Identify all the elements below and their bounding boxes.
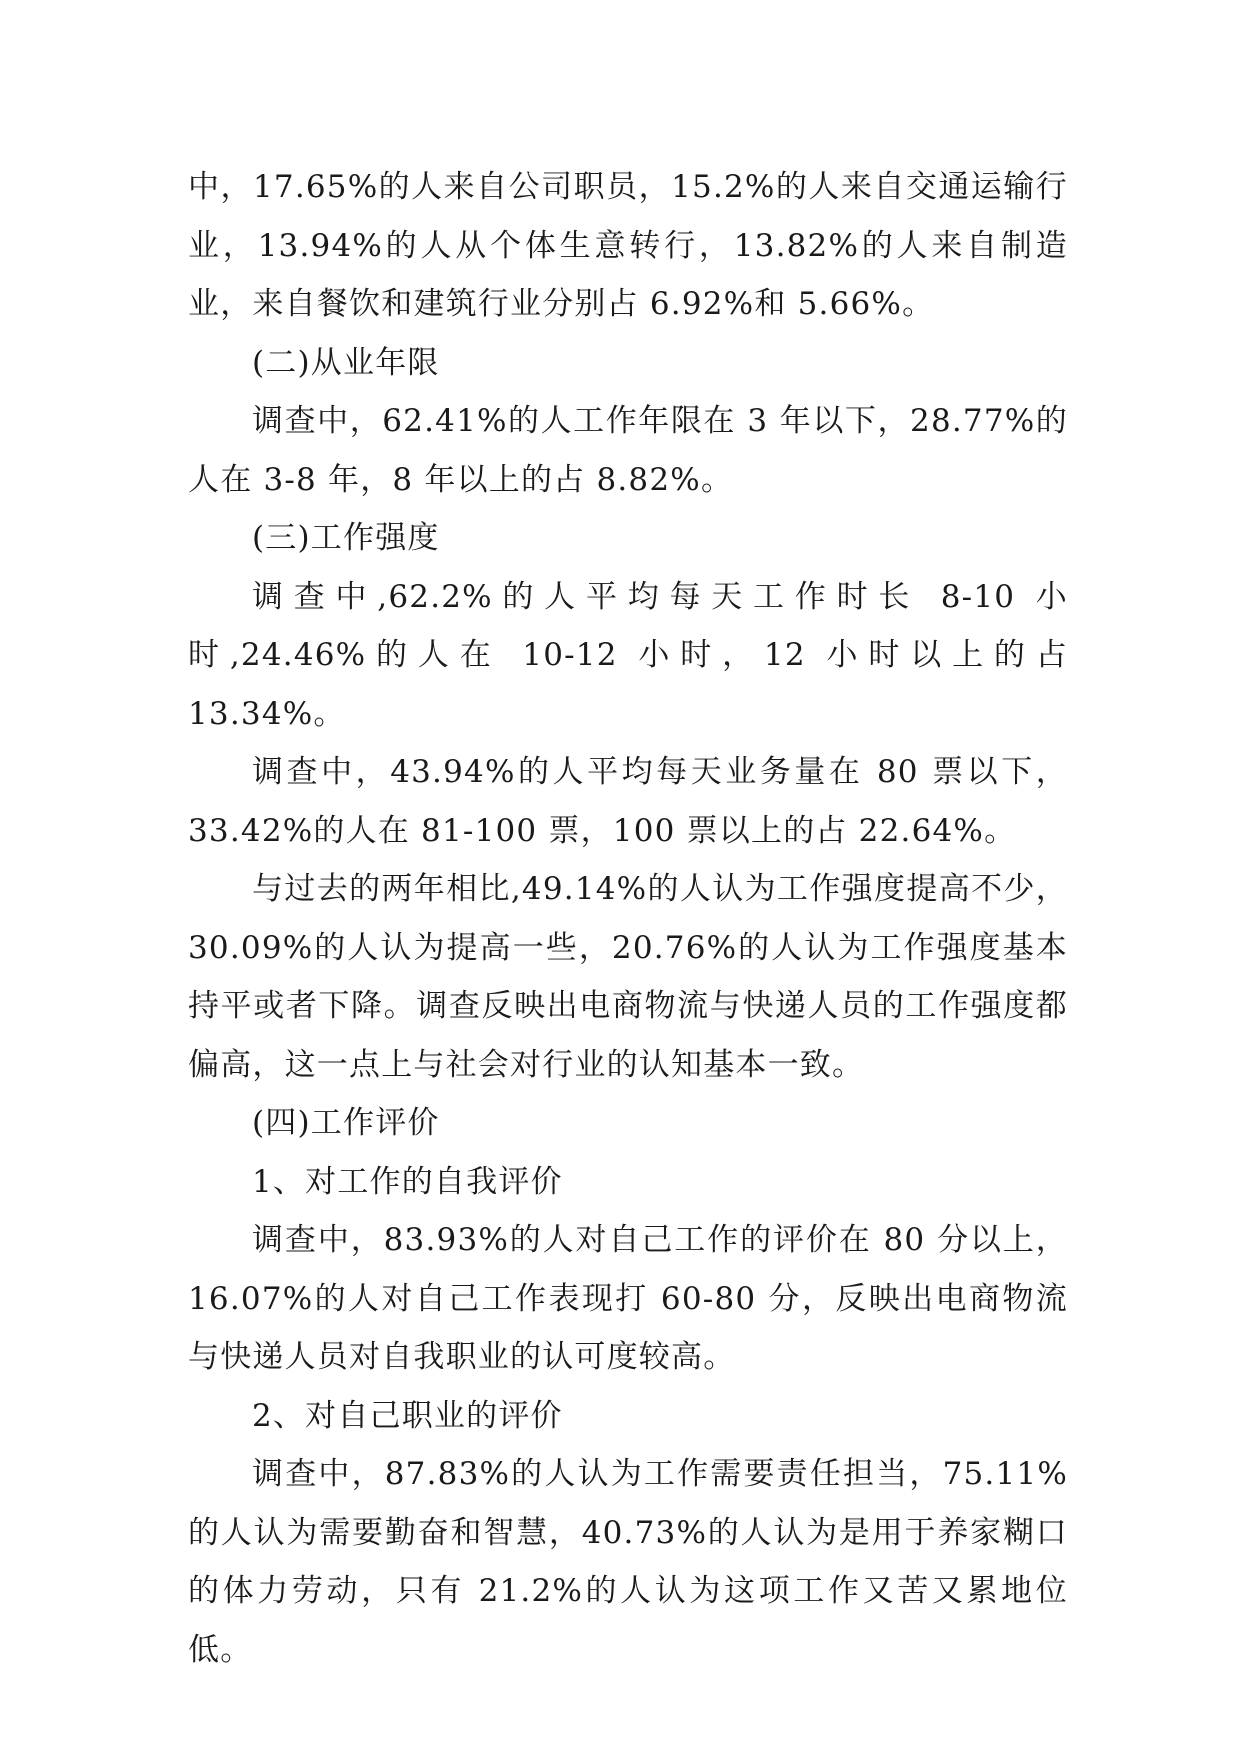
heading-years-in-industry: (二)从业年限 bbox=[252, 344, 440, 381]
document-body bbox=[188, 158, 1068, 1679]
paragraph-career-evaluation: 调查中，87.83%的人认为工作需要责任担当，75.11%的人认为需要勤奋和智慧，40.73%的人认为是用于养家糊口的体力劳动，只有 21.2%的人认为这项工作又苦又累地位低。 bbox=[188, 1456, 1068, 1668]
paragraph-self-evaluation: 调查中，83.93%的人对自己工作的评价在 80 分以上，16.07%的人对自己工作表现打 60-80 分，反映出电商物流与快递人员对自我职业的认可度较高。 bbox=[188, 1222, 1068, 1375]
paragraph-intensity-change: 与过去的两年相比,49.14%的人认为工作强度提高不少，30.09%的人认为提高一些，20.76%的人认为工作强度基本持平或者下降。调查反映出电商物流与快递人员的工作强度都偏高，这一点上与社会对行业的认知基本一致。 bbox=[188, 871, 1068, 1083]
paragraph-years-in-industry: 调查中，62.41%的人工作年限在 3 年以下，28.77%的人在 3-8 年，8 年以上的占 8.82%。 bbox=[188, 403, 1068, 498]
subheading-self-evaluation: 1、对工作的自我评价 bbox=[252, 1163, 563, 1200]
paragraph-daily-hours: 调查中,62.2%的人平均每天工作时长 8-10 小时,24.46%的人在 10-12 小时，12 小时以上的占 13.34%。 bbox=[188, 578, 1068, 732]
subheading-career-evaluation: 2、对自己职业的评价 bbox=[252, 1397, 563, 1434]
paragraph-occupation-sources: 中，17.65%的人来自公司职员，15.2%的人来自交通运输行业，13.94%的人从个体生意转行，13.82%的人来自制造业，来自餐饮和建筑行业分别占 6.92%和 5.66%。 bbox=[188, 169, 1068, 322]
paragraph-daily-volume: 调查中，43.94%的人平均每天业务量在 80 票以下，33.42%的人在 81-100 票，100 票以上的占 22.64%。 bbox=[188, 754, 1068, 849]
heading-work-intensity: (三)工作强度 bbox=[252, 520, 440, 556]
heading-work-evaluation: (四)工作评价 bbox=[252, 1105, 440, 1141]
